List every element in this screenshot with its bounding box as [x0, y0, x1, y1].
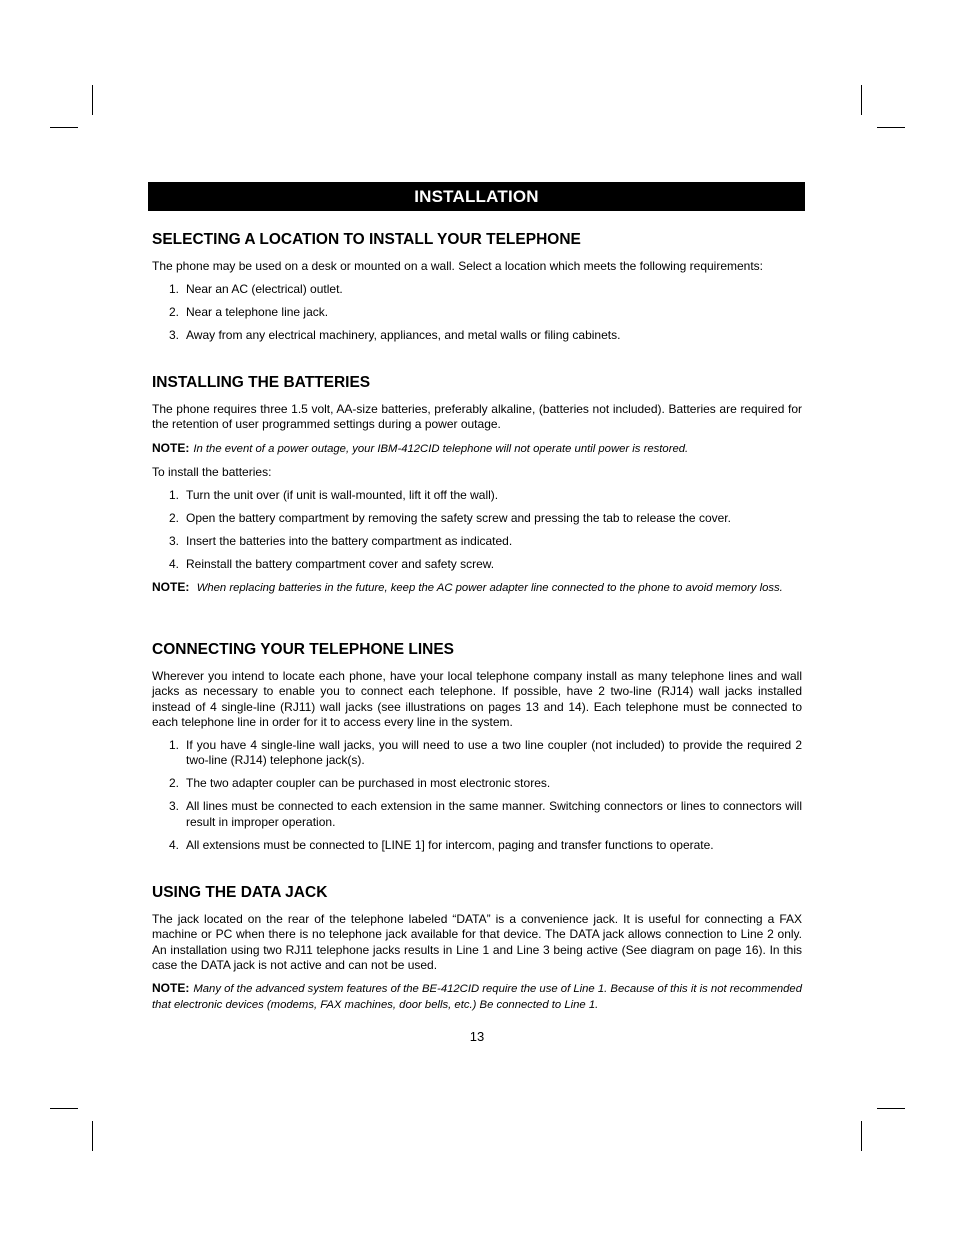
crop-mark-bottom-left-h	[50, 1108, 78, 1109]
crop-mark-bottom-left-v	[92, 1121, 93, 1151]
section-intro: The phone requires three 1.5 volt, AA-size batteries, preferably alkaline, (batteries not included). Batteries are required for the retention of user programmed settings during a power outage.	[152, 402, 802, 432]
battery-steps-list	[152, 488, 802, 572]
section-datajack	[152, 884, 802, 1022]
list-item: 1. Near an AC (electrical) outlet.	[169, 282, 343, 297]
list-item: 4. All extensions must be connected to [LINE 1] for intercom, paging and transfer functions to operate.	[169, 837, 714, 852]
list-item: 3. Insert the batteries into the battery compartment as indicated.	[169, 534, 513, 549]
note: NOTE: In the event of a power outage, your IBM-412CID telephone will not operate until power is restored.	[152, 440, 689, 455]
crop-mark-top-right-v	[861, 85, 862, 115]
section-intro: Wherever you intend to locate each phone, have your local telephone company install as many telephone lines and wall jacks as necessary to enable you to connect each telephone. If possible, have 2 two-line (RJ14) wall jacks installed instead of 4 single-line (RJ11) wall jacks (see illustrations on pages 13 and 14). Each telephone must be connected to each telephone line in order for it to access every line in the system.	[152, 669, 802, 729]
section-heading: CONNECTING YOUR TELEPHONE LINES	[152, 641, 454, 658]
crop-mark-bottom-right-h	[877, 1108, 905, 1109]
note: NOTE: When replacing batteries in the future, keep the AC power adapter line connected to the phone to avoid memory loss.	[152, 580, 783, 595]
list-item: 2. The two adapter coupler can be purchased in most electronic stores.	[169, 776, 551, 791]
list-item: 2. Near a telephone line jack.	[169, 305, 329, 320]
list-lead: To install the batteries:	[152, 464, 272, 479]
requirements-list	[152, 282, 802, 343]
section-heading: USING THE DATA JACK	[152, 884, 328, 901]
section-intro: The phone may be used on a desk or mounted on a wall. Select a location which meets the following requirements:	[152, 259, 764, 273]
section-location	[152, 231, 802, 351]
section-heading: INSTALLING THE BATTERIES	[152, 374, 371, 391]
section-intro: The jack located on the rear of the telephone labeled “DATA” is a convenience jack. It is useful for connecting a FAX machine or PC when there is no telephone jack available for that device. The DATA jack allows connection to Line 2 only. An installation using two RJ11 telephone jacks results in Line 1 and Line 3 being active (See diagram on page 16). In this case the DATA jack is not active and can not be used.	[152, 912, 802, 972]
crop-mark-bottom-right-v	[861, 1121, 862, 1151]
list-item: 1. If you have 4 single-line wall jacks, you will need to use a two line coupler (not included) to provide the required 2 two-line (RJ14) telephone jack(s).	[169, 738, 802, 768]
section-batteries	[152, 374, 802, 604]
section-lines	[152, 641, 802, 861]
page-banner: INSTALLATION	[148, 182, 805, 211]
lines-list	[152, 738, 802, 853]
list-item: 3. All lines must be connected to each extension in the same manner. Switching connectors or lines to connectors will result in improper operation.	[169, 799, 802, 829]
crop-mark-top-left-v	[92, 85, 93, 115]
list-item: 1. Turn the unit over (if unit is wall-mounted, lift it off the wall).	[169, 488, 499, 503]
page-number: 13	[469, 1029, 485, 1044]
list-item: 3. Away from any electrical machinery, appliances, and metal walls or filing cabinets.	[169, 328, 621, 343]
note: NOTE: Many of the advanced system features of the BE-412CID require the use of Line 1. Because of this it is not recommended that electronic devices (modems, FAX machines, door bells, etc.) Be connected to Line 1.	[152, 981, 802, 1012]
section-heading: SELECTING A LOCATION TO INSTALL YOUR TELEPHONE	[152, 231, 581, 248]
list-item: 2. Open the battery compartment by removing the safety screw and pressing the tab to release the cover.	[169, 511, 731, 526]
list-item: 4. Reinstall the battery compartment cover and safety screw.	[169, 557, 495, 572]
crop-mark-top-right-h	[877, 127, 905, 128]
crop-mark-top-left-h	[50, 127, 78, 128]
